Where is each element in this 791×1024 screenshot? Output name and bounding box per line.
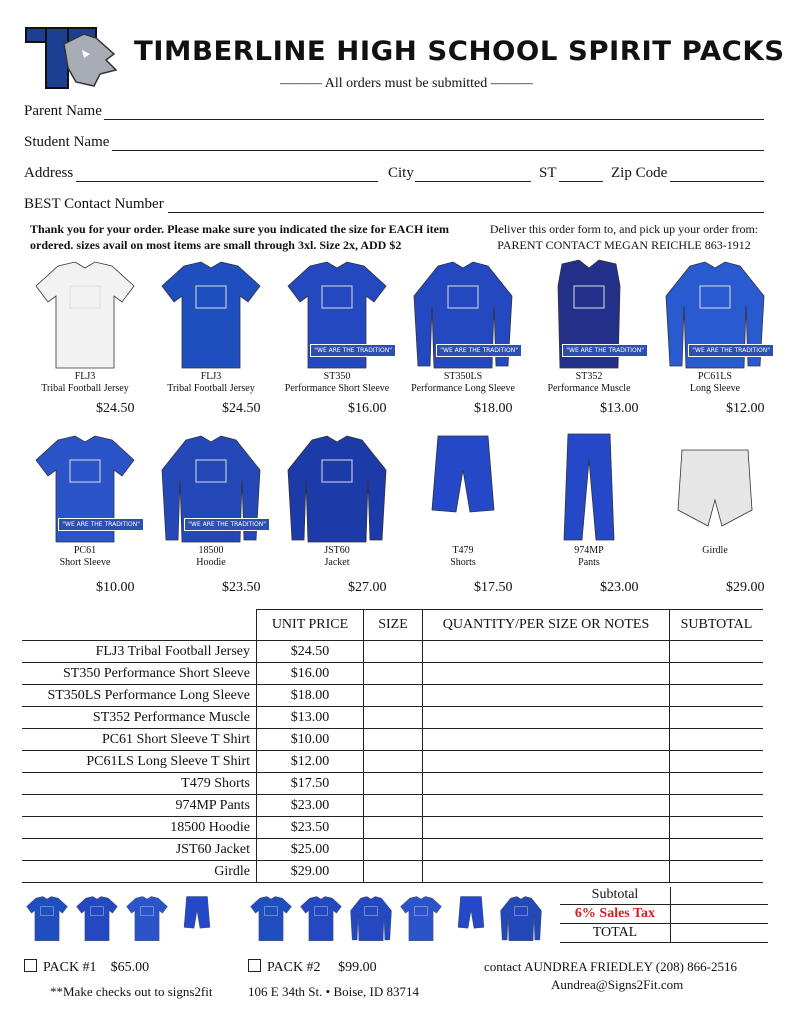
page-title: TIMBERLINE HIGH SCHOOL SPIRIT PACKS	[134, 36, 785, 67]
size-cell[interactable]	[364, 641, 423, 663]
table-row	[22, 641, 763, 663]
unit-price: $18.00	[257, 685, 364, 707]
item-name: ST352 Performance Muscle	[22, 707, 257, 729]
delivery-note-line2: PARENT CONTACT MEGAN REICHLE 863-1912	[497, 238, 751, 252]
product-price: $24.50	[222, 401, 261, 416]
product-price: $23.00	[600, 580, 639, 595]
product-name: Tribal Football Jersey	[41, 383, 129, 394]
summary-divider-3	[560, 942, 768, 943]
delivery-note-line1: Deliver this order form to, and pick up your order from:	[489, 222, 759, 236]
tradition-badge: "WE ARE THE TRADITION"	[184, 518, 270, 531]
student-name-label: Student Name	[24, 134, 110, 150]
pack-2-label: PACK #2	[267, 960, 321, 975]
product-image	[30, 430, 140, 545]
product-code: PC61	[73, 545, 97, 556]
product-code: ST350LS	[443, 371, 483, 382]
size-cell[interactable]	[364, 751, 423, 773]
product-name: Performance Muscle	[547, 383, 631, 394]
city-field[interactable]	[415, 181, 531, 182]
student-name-field[interactable]	[112, 150, 764, 151]
pack-item-image	[174, 890, 220, 946]
table-row	[22, 663, 763, 685]
checks-note: **Make checks out to signs2fit	[50, 984, 213, 999]
order-instructions: Thank you for your order. Please make sure you indicated the size for EACH item ordered. sizes avail on most items are small through 3xl. Size 2x, ADD $2	[30, 222, 449, 252]
summary-divider-1	[560, 904, 768, 905]
summary-column-divider	[670, 887, 671, 943]
pack-item-image	[398, 890, 444, 946]
product-price: $23.50	[222, 580, 261, 595]
pack-item-image	[348, 890, 394, 946]
product-price: $27.00	[348, 580, 387, 595]
product-name: Girdle	[702, 545, 728, 556]
delivery-note	[474, 221, 774, 253]
sales-tax-value-field[interactable]	[672, 906, 766, 923]
product-image	[156, 256, 266, 371]
unit-price: $10.00	[257, 729, 364, 751]
subtotal-cell[interactable]	[670, 641, 764, 663]
quantity-cell[interactable]	[423, 641, 670, 663]
tradition-badge: "WE ARE THE TRADITION"	[310, 344, 396, 357]
quantity-cell[interactable]	[423, 839, 670, 861]
contact-number-label: BEST Contact Number	[24, 196, 164, 212]
product-card	[526, 430, 652, 569]
size-cell[interactable]	[364, 685, 423, 707]
product-card	[400, 256, 526, 395]
product-image	[534, 256, 644, 371]
product-code: FLJ3	[200, 371, 222, 382]
quantity-cell[interactable]	[423, 707, 670, 729]
school-logo	[24, 24, 124, 92]
item-name: ST350LS Performance Long Sleeve	[22, 685, 257, 707]
subtotal-cell[interactable]	[670, 773, 764, 795]
product-price: $12.00	[726, 401, 765, 416]
product-name: Pants	[578, 557, 600, 568]
pack-item-image	[24, 890, 70, 946]
table-row	[22, 817, 763, 839]
sales-tax-label: 6% Sales Tax	[574, 906, 656, 921]
product-code: 974MP	[574, 545, 604, 556]
product-code: ST352	[575, 371, 603, 382]
tradition-badge: "WE ARE THE TRADITION"	[436, 344, 522, 357]
total-value-field[interactable]	[672, 925, 766, 942]
pack-2-option[interactable]	[248, 959, 377, 976]
pack-item-image	[448, 890, 494, 946]
order-table	[22, 609, 763, 883]
item-name: 974MP Pants	[22, 795, 257, 817]
subtotal-cell[interactable]	[670, 729, 764, 751]
pack-2-price: $99.00	[338, 960, 377, 975]
quantity-cell[interactable]	[423, 817, 670, 839]
product-image	[534, 430, 644, 545]
table-row	[22, 839, 763, 861]
subtotal-label: Subtotal	[591, 887, 639, 902]
table-header-row	[22, 610, 763, 641]
state-field[interactable]	[559, 181, 603, 182]
size-cell[interactable]	[364, 773, 423, 795]
product-price: $24.50	[96, 401, 135, 416]
item-name: PC61 Short Sleeve T Shirt	[22, 729, 257, 751]
product-price: $17.50	[474, 580, 513, 595]
unit-price: $12.00	[257, 751, 364, 773]
product-card	[652, 256, 778, 395]
size-cell[interactable]	[364, 817, 423, 839]
product-card	[274, 430, 400, 569]
product-price: $16.00	[348, 401, 387, 416]
header-item	[22, 610, 257, 641]
business-address: 106 E 34th St. • Boise, ID 83714	[248, 984, 420, 999]
product-code: ST350	[323, 371, 351, 382]
subtotal-cell[interactable]	[670, 685, 764, 707]
product-price: $10.00	[96, 580, 135, 595]
product-card	[652, 430, 778, 557]
table-row	[22, 773, 763, 795]
product-card	[148, 430, 274, 569]
product-code: JST60	[324, 545, 350, 556]
address-label: Address	[24, 165, 74, 181]
quantity-cell[interactable]	[423, 729, 670, 751]
order-table-body	[22, 641, 763, 883]
contact-info: contact AUNDREA FRIEDLEY (208) 866-2516	[484, 959, 737, 974]
pack-2-images	[248, 890, 548, 950]
product-name: Hoodie	[196, 557, 226, 568]
header-size: SIZE	[364, 610, 423, 641]
item-name: 18500 Hoodie	[22, 817, 257, 839]
header-subtotal: SUBTOTAL	[670, 610, 764, 641]
product-price: $29.00	[726, 580, 765, 595]
page-subtitle: ——— All orders must be submitted ———	[280, 76, 533, 91]
summary-divider-2	[560, 923, 768, 924]
pack-item-image	[124, 890, 170, 946]
pack-1-images	[24, 890, 224, 950]
quantity-cell[interactable]	[423, 795, 670, 817]
pack-item-image	[74, 890, 120, 946]
item-name: ST350 Performance Short Sleeve	[22, 663, 257, 685]
quantity-cell[interactable]	[423, 751, 670, 773]
product-code: 18500	[198, 545, 224, 556]
subtotal-cell[interactable]	[670, 707, 764, 729]
product-card	[148, 256, 274, 395]
pack-item-image	[298, 890, 344, 946]
pack-1-price: $65.00	[110, 960, 150, 975]
product-card	[274, 256, 400, 395]
pack-item-image	[498, 890, 544, 946]
subtotal-cell[interactable]	[670, 817, 764, 839]
table-row	[22, 861, 763, 883]
subtotal-cell[interactable]	[670, 663, 764, 685]
unit-price: $25.00	[257, 839, 364, 861]
product-image	[30, 256, 140, 371]
subtotal-cell[interactable]	[670, 751, 764, 773]
product-price: $18.00	[474, 401, 513, 416]
product-image	[408, 430, 518, 545]
product-code: PC61LS	[698, 371, 732, 382]
unit-price: $23.00	[257, 795, 364, 817]
size-cell[interactable]	[364, 795, 423, 817]
contact-email: Aundrea@Signs2Fit.com	[551, 977, 684, 992]
zip-field[interactable]	[670, 181, 764, 182]
product-code: T479	[452, 545, 474, 556]
product-card	[22, 430, 148, 569]
product-name: Jacket	[324, 557, 350, 568]
product-price: $13.00	[600, 401, 639, 416]
tradition-badge: "WE ARE THE TRADITION"	[58, 518, 144, 531]
unit-price: $16.00	[257, 663, 364, 685]
subtotal-value-field[interactable]	[672, 887, 766, 904]
product-code: FLJ3	[74, 371, 96, 382]
subtotal-cell[interactable]	[670, 795, 764, 817]
item-name: T479 Shorts	[22, 773, 257, 795]
product-name: Short Sleeve	[59, 557, 111, 568]
quantity-cell[interactable]	[423, 861, 670, 883]
product-card	[526, 256, 652, 395]
quantity-cell[interactable]	[423, 773, 670, 795]
table-row	[22, 795, 763, 817]
parent-name-field[interactable]	[104, 119, 764, 120]
parent-name-label: Parent Name	[24, 103, 102, 119]
subtotal-cell[interactable]	[670, 839, 764, 861]
address-field[interactable]	[76, 181, 378, 182]
table-row	[22, 729, 763, 751]
product-image	[660, 430, 770, 545]
item-name: FLJ3 Tribal Football Jersey	[22, 641, 257, 663]
product-card	[400, 430, 526, 569]
unit-price: $17.50	[257, 773, 364, 795]
size-cell[interactable]	[364, 839, 423, 861]
product-name: Tribal Football Jersey	[167, 383, 255, 394]
tradition-badge: "WE ARE THE TRADITION"	[688, 344, 774, 357]
unit-price: $13.00	[257, 707, 364, 729]
product-card	[22, 256, 148, 395]
item-name: Girdle	[22, 861, 257, 883]
item-name: JST60 Jacket	[22, 839, 257, 861]
city-label: City	[388, 165, 414, 181]
state-label: ST	[539, 165, 557, 181]
pack-item-image	[248, 890, 294, 946]
header-quantity: QUANTITY/PER SIZE OR NOTES	[423, 610, 670, 641]
unit-price: $23.50	[257, 817, 364, 839]
total-label: TOTAL	[592, 925, 638, 940]
size-cell[interactable]	[364, 729, 423, 751]
product-image	[156, 430, 266, 545]
tradition-badge: "WE ARE THE TRADITION"	[562, 344, 648, 357]
item-name: PC61LS Long Sleeve T Shirt	[22, 751, 257, 773]
zip-label: Zip Code	[611, 165, 668, 181]
header-unit-price: UNIT PRICE	[257, 610, 364, 641]
size-cell[interactable]	[364, 663, 423, 685]
product-name: Performance Long Sleeve	[411, 383, 515, 394]
unit-price: $24.50	[257, 641, 364, 663]
pack-1-option[interactable]	[24, 959, 149, 976]
table-row	[22, 685, 763, 707]
pack-2-checkbox[interactable]	[248, 959, 261, 972]
subtotal-cell[interactable]	[670, 861, 764, 883]
product-name: Long Sleeve	[689, 383, 741, 394]
product-image	[408, 256, 518, 371]
product-image	[660, 256, 770, 371]
size-cell[interactable]	[364, 707, 423, 729]
quantity-cell[interactable]	[423, 663, 670, 685]
table-row	[22, 707, 763, 729]
table-row	[22, 751, 763, 773]
pack-1-label: PACK #1	[43, 960, 97, 975]
contact-number-field[interactable]	[168, 212, 764, 213]
unit-price: $29.00	[257, 861, 364, 883]
product-image	[282, 430, 392, 545]
product-image	[282, 256, 392, 371]
quantity-cell[interactable]	[423, 685, 670, 707]
product-name: Shorts	[450, 557, 476, 568]
size-cell[interactable]	[364, 861, 423, 883]
pack-1-checkbox[interactable]	[24, 959, 37, 972]
product-name: Performance Short Sleeve	[284, 383, 390, 394]
